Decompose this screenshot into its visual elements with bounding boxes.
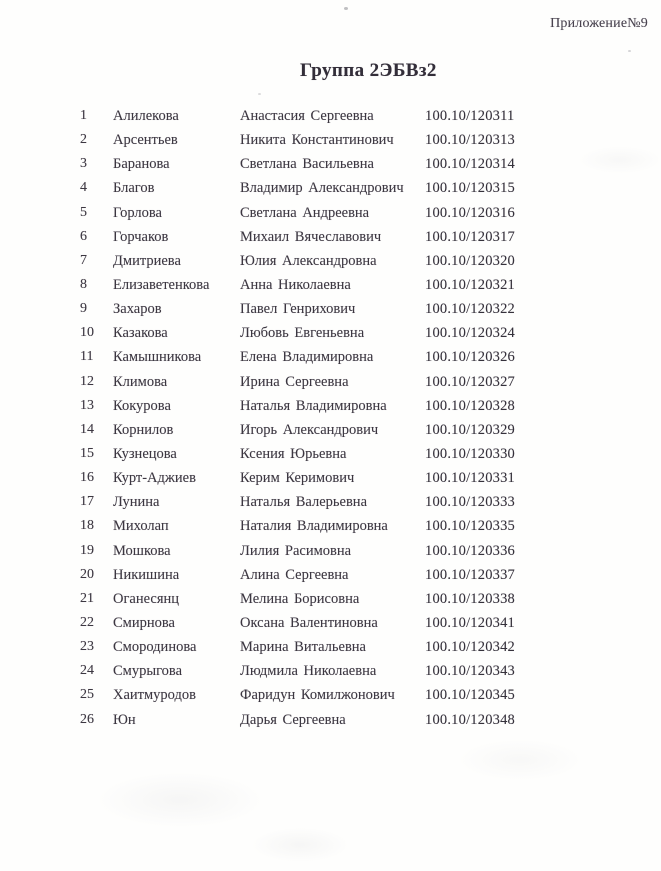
surname: Камышникова [113,349,202,366]
table-row [0,563,661,587]
surname: Благов [113,180,155,197]
page-title: Группа 2ЭБВз2 [300,60,437,81]
given-names: Михаил Вячеславович [240,228,382,245]
row-number: 10 [80,325,94,341]
given-names: Ксения Юрьевна [240,445,347,462]
given-names: Павел Генрихович [240,301,356,318]
surname: Баранова [113,156,170,173]
table-row [0,659,661,683]
given-names: Светлана Васильевна [240,156,374,173]
surname: Елизаветенкова [113,276,210,293]
table-row [0,394,661,418]
given-names: Юлия Александровна [240,252,377,269]
given-names: Лилия Расимовна [240,542,352,559]
student-id: 100.10/120345 [425,687,516,704]
surname: Смурыгова [113,663,183,680]
surname: Мошкова [113,542,171,559]
student-id: 100.10/120335 [425,518,516,535]
given-names: Игорь Александрович [240,421,379,438]
given-names: Ирина Сергеевна [240,373,349,390]
table-row [0,297,661,321]
table-row [0,128,661,152]
student-id: 100.10/120341 [425,614,516,631]
row-number: 22 [80,614,94,630]
given-names: Алина Сергеевна [240,566,349,583]
student-id: 100.10/120314 [425,156,516,173]
table-row [0,321,661,345]
table-row [0,152,661,176]
row-number: 24 [80,663,94,679]
surname: Горлова [113,204,162,221]
row-number: 4 [80,180,87,196]
student-id: 100.10/120322 [425,301,516,318]
surname: Кокурова [113,397,171,414]
row-number: 9 [80,301,87,317]
surname: Алилекова [113,108,179,124]
table-row [0,176,661,200]
table-row [0,611,661,635]
table-row [0,635,661,659]
student-id: 100.10/120338 [425,590,516,607]
student-id: 100.10/120348 [425,711,516,728]
surname: Никишина [113,566,180,583]
scan-speck [258,93,261,95]
row-number: 2 [80,132,87,148]
given-names: Фаридун Комилжонович [240,687,395,704]
given-names: Владимир Александрович [240,180,404,197]
annex-label: Приложение№9 [550,16,648,31]
given-names: Наталия Владимировна [240,518,388,535]
surname: Смирнова [113,614,175,631]
student-id: 100.10/120313 [425,132,516,149]
given-names: Наталья Владимировна [240,397,387,414]
student-id: 100.10/120326 [425,349,516,366]
row-number: 14 [80,421,94,437]
surname: Дмитриева [113,252,181,269]
given-names: Керим Керимович [240,470,355,487]
table-row [0,201,661,225]
row-number: 19 [80,542,94,558]
student-id: 100.10/120331 [425,470,516,487]
given-names: Марина Витальевна [240,639,366,656]
surname: Михолап [113,518,169,535]
row-number: 8 [80,276,87,292]
row-number: 25 [80,687,94,703]
surname: Горчаков [113,228,169,245]
surname: Климова [113,373,168,390]
table-row [0,249,661,273]
given-names: Никита Константинович [240,132,394,149]
row-number: 20 [80,566,94,582]
student-id: 100.10/120315 [425,180,516,197]
surname: Курт-Аджиев [113,470,196,487]
given-names: Елена Владимировна [240,349,374,366]
surname: Юн [113,711,136,728]
student-id: 100.10/120336 [425,542,516,559]
given-names: Анастасия Сергеевна [240,108,374,124]
surname: Смородинова [113,639,197,656]
table-row [0,104,661,128]
student-id: 100.10/120342 [425,639,516,656]
table-row [0,490,661,514]
given-names: Дарья Сергеевна [240,711,346,728]
surname: Корнилов [113,421,174,438]
table-row [0,466,661,490]
row-number: 3 [80,156,87,172]
surname: Захаров [113,301,162,318]
student-id: 100.10/120327 [425,373,516,390]
table-row [0,345,661,369]
student-id: 100.10/120317 [425,228,516,245]
row-number: 12 [80,373,94,389]
table-row [0,225,661,249]
row-number: 7 [80,252,87,268]
row-number: 6 [80,228,87,244]
row-number: 5 [80,204,87,220]
table-row [0,539,661,563]
given-names: Оксана Валентиновна [240,614,378,631]
student-id: 100.10/120320 [425,252,516,269]
given-names: Любовь Евгеньевна [240,325,365,342]
given-names: Светлана Андреевна [240,204,370,221]
row-number: 13 [80,397,94,413]
surname: Лунина [113,494,160,511]
row-number: 21 [80,590,94,606]
surname: Оганесянц [113,590,180,607]
table-row [0,418,661,442]
row-number: 1 [80,108,87,123]
student-id: 100.10/120330 [425,445,516,462]
table-row [0,708,661,732]
row-number: 23 [80,639,94,655]
table-row [0,442,661,466]
student-id: 100.10/120337 [425,566,516,583]
scan-speck [628,50,631,52]
surname: Кузнецова [113,445,177,462]
student-id: 100.10/120321 [425,276,516,293]
student-id: 100.10/120316 [425,204,516,221]
surname: Арсентьев [113,132,178,149]
given-names: Анна Николаевна [240,276,351,293]
student-id: 100.10/120333 [425,494,516,511]
row-number: 15 [80,445,94,461]
student-id: 100.10/120324 [425,325,516,342]
table-row [0,514,661,538]
surname: Хаитмуродов [113,687,196,704]
row-number: 26 [80,711,94,727]
student-id: 100.10/120328 [425,397,516,414]
scan-speck [344,7,348,10]
row-number: 18 [80,518,94,534]
student-id: 100.10/120329 [425,421,516,438]
table-row [0,683,661,707]
table-row [0,370,661,394]
student-id: 100.10/120343 [425,663,516,680]
table-row [0,273,661,297]
given-names: Мелина Борисовна [240,590,360,607]
given-names: Людмила Николаевна [240,663,377,680]
surname: Казакова [113,325,168,342]
student-id: 100.10/120311 [425,108,515,124]
row-number: 17 [80,494,94,510]
row-number: 11 [80,349,94,365]
row-number: 16 [80,470,94,486]
student-list [0,104,661,732]
table-row [0,587,661,611]
given-names: Наталья Валерьевна [240,494,367,511]
